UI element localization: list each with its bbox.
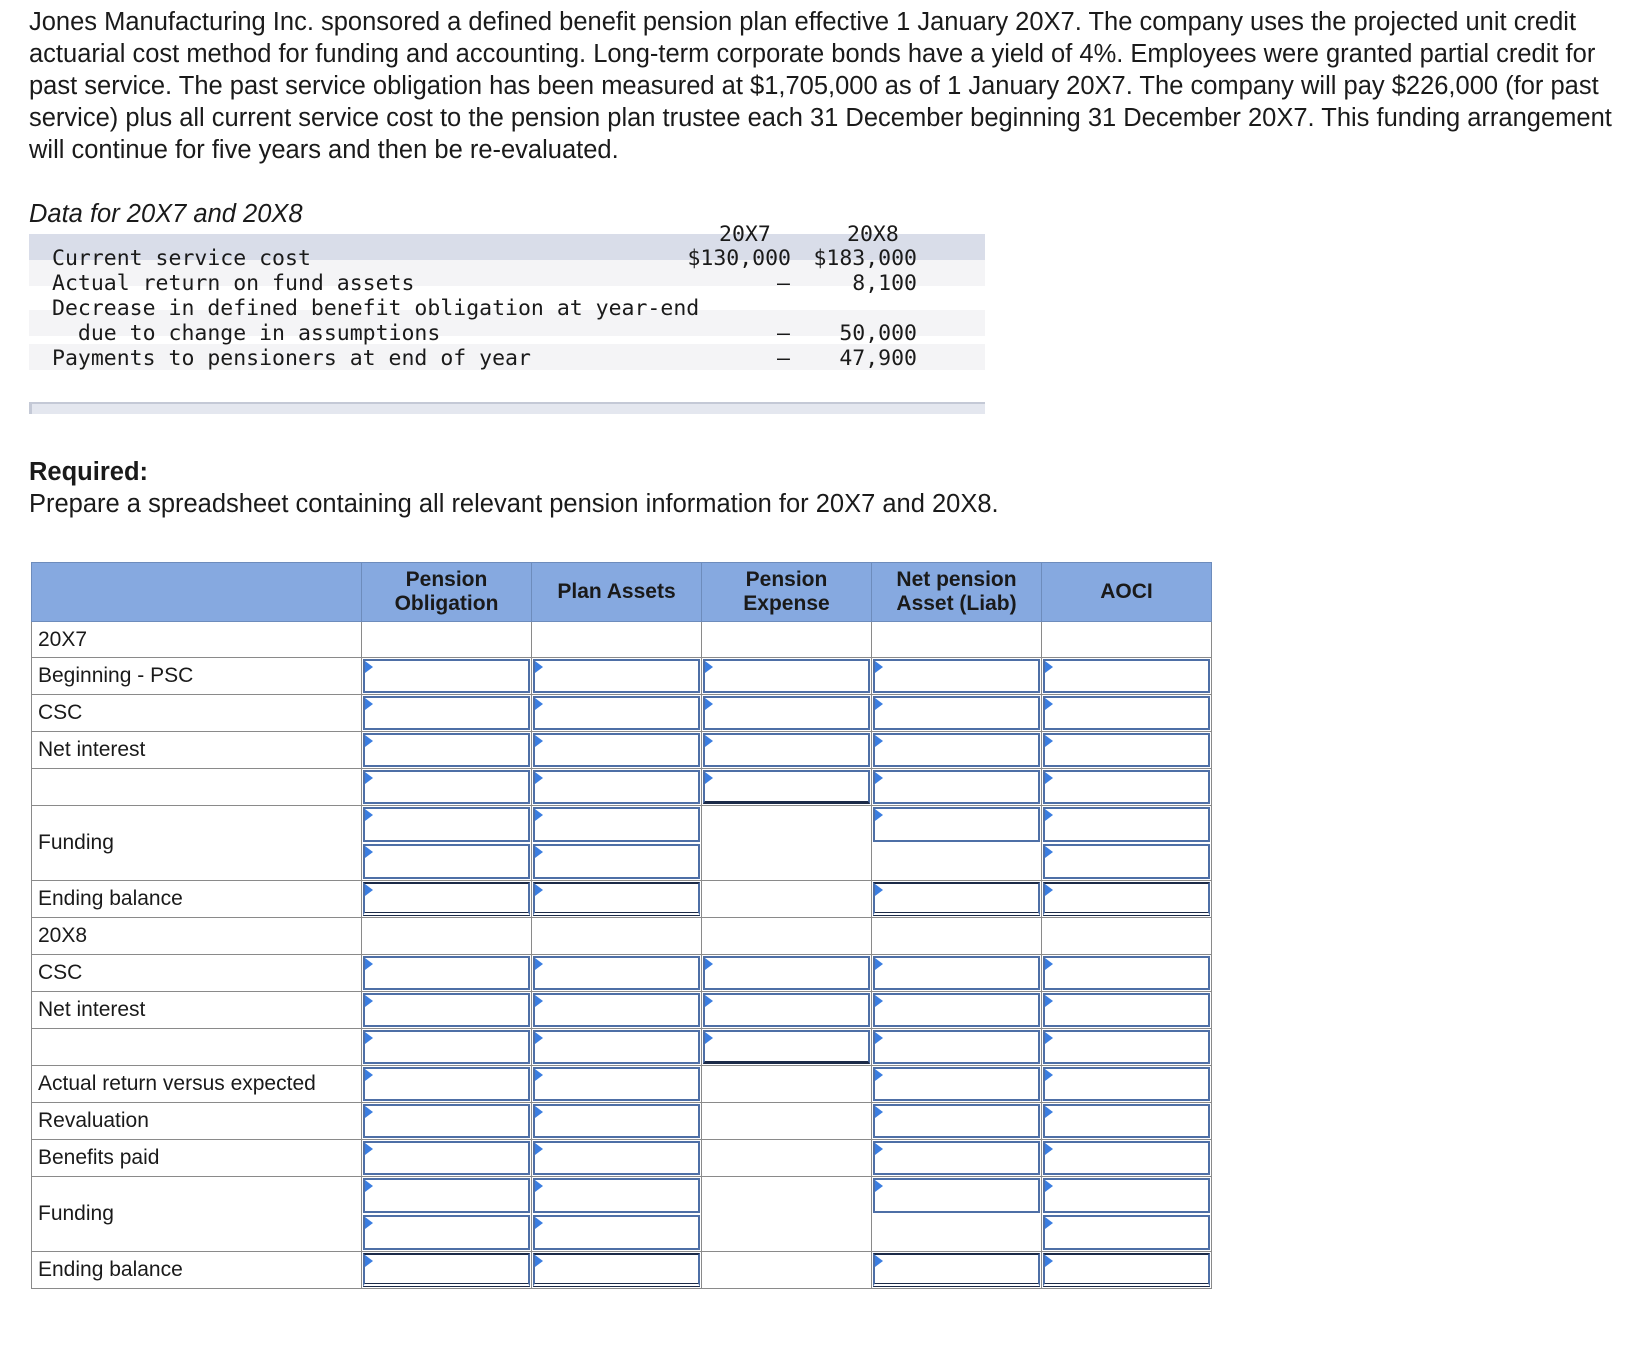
cell-plan-assets bbox=[532, 622, 702, 658]
answer-input-pension-obligation[interactable] bbox=[363, 1104, 530, 1138]
answer-input-plan-assets[interactable] bbox=[533, 844, 700, 879]
cell-net-pension-asset bbox=[872, 769, 1042, 806]
cell-net-pension-asset bbox=[872, 806, 1042, 881]
data-row-value-20x8: 47,900 bbox=[839, 346, 917, 371]
row-label: Ending balance bbox=[32, 1252, 362, 1289]
answer-input-pension-expense[interactable] bbox=[703, 993, 870, 1027]
cell-aoci bbox=[1042, 955, 1212, 992]
cell-pension-obligation bbox=[362, 1252, 532, 1289]
cell-pension-expense bbox=[702, 622, 872, 658]
answer-input-aoci[interactable] bbox=[1043, 844, 1210, 879]
cell-pension-expense bbox=[702, 658, 872, 695]
cell-net-pension-asset bbox=[872, 732, 1042, 769]
pension-worksheet bbox=[31, 562, 1212, 1289]
cell-plan-assets bbox=[532, 695, 702, 732]
worksheet-row bbox=[32, 658, 1212, 695]
cell-aoci bbox=[1042, 732, 1212, 769]
cell-pension-obligation bbox=[362, 769, 532, 806]
answer-input-plan-assets[interactable] bbox=[533, 733, 700, 767]
cell-pension-expense bbox=[702, 1103, 872, 1140]
worksheet-row bbox=[32, 1103, 1212, 1140]
header-aoci: AOCI bbox=[1042, 563, 1212, 622]
cell-plan-assets bbox=[532, 992, 702, 1029]
header-label-column bbox=[32, 563, 362, 622]
answer-input-aoci[interactable] bbox=[1043, 1253, 1210, 1287]
answer-input-plan-assets[interactable] bbox=[533, 1178, 700, 1213]
data-row-label: Actual return on fund assets bbox=[52, 271, 415, 296]
data-col-20x7: 20X7 bbox=[719, 222, 771, 247]
worksheet-row bbox=[32, 955, 1212, 992]
cell-aoci bbox=[1042, 1029, 1212, 1066]
answer-input-pension-expense[interactable] bbox=[703, 733, 870, 767]
cell-plan-assets bbox=[532, 769, 702, 806]
row-label bbox=[32, 769, 362, 806]
answer-input-net-pension-asset[interactable] bbox=[873, 1141, 1040, 1175]
data-row-value-20x8: $183,000 bbox=[813, 246, 917, 271]
cell-net-pension-asset bbox=[872, 1103, 1042, 1140]
data-table bbox=[29, 222, 985, 415]
row-label: 20X8 bbox=[32, 918, 362, 955]
worksheet-row bbox=[32, 1029, 1212, 1066]
answer-input-net-pension-asset[interactable] bbox=[873, 696, 1040, 730]
data-row-label: Current service cost bbox=[52, 246, 311, 271]
answer-input-net-pension-asset[interactable] bbox=[873, 770, 1040, 804]
answer-input-aoci[interactable] bbox=[1043, 1215, 1210, 1250]
answer-input-pension-obligation[interactable] bbox=[363, 770, 530, 804]
row-label: Funding bbox=[32, 806, 362, 881]
cell-aoci bbox=[1042, 1252, 1212, 1289]
answer-input-pension-obligation[interactable] bbox=[363, 882, 530, 916]
cell-net-pension-asset bbox=[872, 1252, 1042, 1289]
cell-plan-assets bbox=[532, 732, 702, 769]
answer-input-pension-obligation[interactable] bbox=[363, 807, 530, 842]
answer-input-net-pension-asset[interactable] bbox=[873, 1030, 1040, 1064]
answer-input-aoci[interactable] bbox=[1043, 882, 1210, 916]
worksheet-row bbox=[32, 622, 1212, 658]
cell-aoci bbox=[1042, 658, 1212, 695]
worksheet-row bbox=[32, 992, 1212, 1029]
answer-input-plan-assets[interactable] bbox=[533, 882, 700, 916]
cell-net-pension-asset bbox=[872, 1177, 1042, 1252]
cell-pension-obligation bbox=[362, 806, 532, 881]
cell-pension-expense bbox=[702, 1252, 872, 1289]
worksheet-row bbox=[32, 695, 1212, 732]
cell-plan-assets bbox=[532, 1177, 702, 1252]
answer-input-aoci[interactable] bbox=[1043, 1067, 1210, 1101]
answer-input-net-pension-asset[interactable] bbox=[873, 993, 1040, 1027]
cell-pension-obligation bbox=[362, 1103, 532, 1140]
answer-input-pension-obligation[interactable] bbox=[363, 1067, 530, 1101]
cell-pension-expense bbox=[702, 918, 872, 955]
answer-input-plan-assets[interactable] bbox=[533, 770, 700, 804]
worksheet-row bbox=[32, 1252, 1212, 1289]
answer-input-pension-expense[interactable] bbox=[703, 1030, 870, 1064]
answer-input-plan-assets[interactable] bbox=[533, 1141, 700, 1175]
cell-pension-obligation bbox=[362, 695, 532, 732]
row-label: 20X7 bbox=[32, 622, 362, 658]
cell-plan-assets bbox=[532, 806, 702, 881]
answer-input-net-pension-asset[interactable] bbox=[873, 733, 1040, 767]
worksheet-row bbox=[32, 1177, 1212, 1252]
cell-pension-expense bbox=[702, 1177, 872, 1252]
data-caption: Data for 20X7 and 20X8 bbox=[29, 200, 303, 228]
worksheet-header-row bbox=[32, 563, 1212, 622]
worksheet-row bbox=[32, 1066, 1212, 1103]
answer-input-plan-assets[interactable] bbox=[533, 1067, 700, 1101]
cell-pension-obligation bbox=[362, 955, 532, 992]
answer-input-aoci[interactable] bbox=[1043, 1141, 1210, 1175]
answer-input-pension-obligation[interactable] bbox=[363, 844, 530, 879]
row-label: Funding bbox=[32, 1177, 362, 1252]
answer-input-aoci[interactable] bbox=[1043, 1104, 1210, 1138]
cell-pension-expense bbox=[702, 806, 872, 881]
cell-pension-expense bbox=[702, 1140, 872, 1177]
cell-net-pension-asset bbox=[872, 1066, 1042, 1103]
worksheet-row bbox=[32, 806, 1212, 881]
cell-aoci bbox=[1042, 1066, 1212, 1103]
answer-input-pension-obligation[interactable] bbox=[363, 1178, 530, 1213]
cell-pension-obligation bbox=[362, 1029, 532, 1066]
cell-plan-assets bbox=[532, 658, 702, 695]
answer-input-plan-assets[interactable] bbox=[533, 807, 700, 842]
answer-input-aoci[interactable] bbox=[1043, 807, 1210, 842]
row-label: Actual return versus expected bbox=[32, 1066, 362, 1103]
row-label: CSC bbox=[32, 955, 362, 992]
answer-input-pension-expense[interactable] bbox=[703, 659, 870, 693]
required-text: Prepare a spreadsheet containing all relevant pension information for 20X7 and 20X8. bbox=[29, 490, 999, 518]
answer-input-net-pension-asset[interactable] bbox=[873, 956, 1040, 990]
data-row-label: Decrease in defined benefit obligation at year-end bbox=[52, 296, 700, 321]
cell-pension-expense bbox=[702, 881, 872, 918]
row-label: Ending balance bbox=[32, 881, 362, 918]
cell-aoci bbox=[1042, 918, 1212, 955]
answer-input-aoci[interactable] bbox=[1043, 696, 1210, 730]
cell-aoci bbox=[1042, 1140, 1212, 1177]
answer-input-plan-assets[interactable] bbox=[533, 1215, 700, 1250]
cell-pension-expense bbox=[702, 1029, 872, 1066]
answer-input-net-pension-asset[interactable] bbox=[873, 1253, 1040, 1287]
answer-input-aoci[interactable] bbox=[1043, 659, 1210, 693]
cell-plan-assets bbox=[532, 1029, 702, 1066]
cell-pension-obligation bbox=[362, 732, 532, 769]
cell-pension-expense bbox=[702, 955, 872, 992]
worksheet-row bbox=[32, 769, 1212, 806]
cell-pension-expense bbox=[702, 1066, 872, 1103]
cell-pension-obligation bbox=[362, 1066, 532, 1103]
row-label: Beginning - PSC bbox=[32, 658, 362, 695]
answer-input-aoci[interactable] bbox=[1043, 733, 1210, 767]
cell-aoci bbox=[1042, 1103, 1212, 1140]
cell-pension-expense bbox=[702, 695, 872, 732]
answer-input-net-pension-asset[interactable] bbox=[873, 659, 1040, 693]
answer-input-pension-obligation[interactable] bbox=[363, 1030, 530, 1064]
cell-pension-obligation bbox=[362, 658, 532, 695]
cell-aoci bbox=[1042, 695, 1212, 732]
cell-pension-expense bbox=[702, 732, 872, 769]
answer-input-aoci[interactable] bbox=[1043, 993, 1210, 1027]
cell-aoci bbox=[1042, 1177, 1212, 1252]
required-heading: Required: bbox=[29, 458, 149, 486]
cell-pension-obligation bbox=[362, 881, 532, 918]
answer-input-net-pension-asset[interactable] bbox=[873, 1067, 1040, 1101]
answer-input-aoci[interactable] bbox=[1043, 1178, 1210, 1213]
cell-net-pension-asset bbox=[872, 992, 1042, 1029]
answer-input-plan-assets[interactable] bbox=[533, 1253, 700, 1287]
cell-aoci bbox=[1042, 806, 1212, 881]
answer-input-pension-expense[interactable] bbox=[703, 770, 870, 804]
cell-net-pension-asset bbox=[872, 918, 1042, 955]
answer-input-pension-obligation[interactable] bbox=[363, 659, 530, 693]
answer-input-plan-assets[interactable] bbox=[533, 659, 700, 693]
answer-input-pension-obligation[interactable] bbox=[363, 733, 530, 767]
row-label: Benefits paid bbox=[32, 1140, 362, 1177]
cell-plan-assets bbox=[532, 1140, 702, 1177]
header-pension-obligation: Pension Obligation bbox=[362, 563, 532, 622]
answer-input-plan-assets[interactable] bbox=[533, 993, 700, 1027]
cell-pension-obligation bbox=[362, 622, 532, 658]
worksheet-row bbox=[32, 1140, 1212, 1177]
answer-input-pension-obligation[interactable] bbox=[363, 956, 530, 990]
row-label: Net interest bbox=[32, 732, 362, 769]
answer-input-pension-expense[interactable] bbox=[703, 696, 870, 730]
answer-input-aoci[interactable] bbox=[1043, 1030, 1210, 1064]
cell-pension-expense bbox=[702, 992, 872, 1029]
data-row-value-20x7: $130,000 bbox=[687, 246, 791, 271]
answer-input-pension-obligation[interactable] bbox=[363, 1253, 530, 1287]
cell-aoci bbox=[1042, 622, 1212, 658]
cell-plan-assets bbox=[532, 1066, 702, 1103]
answer-input-pension-obligation[interactable] bbox=[363, 1215, 530, 1250]
cell-pension-expense bbox=[702, 769, 872, 806]
cell-plan-assets bbox=[532, 918, 702, 955]
row-label: Revaluation bbox=[32, 1103, 362, 1140]
data-row-value-20x7: – bbox=[777, 271, 790, 296]
answer-input-net-pension-asset[interactable] bbox=[873, 1104, 1040, 1138]
cell-net-pension-asset bbox=[872, 1029, 1042, 1066]
header-net-pension-asset: Net pension Asset (Liab) bbox=[872, 563, 1042, 622]
answer-input-plan-assets[interactable] bbox=[533, 1104, 700, 1138]
data-table-bottom-rule bbox=[29, 402, 985, 414]
row-label: Net interest bbox=[32, 992, 362, 1029]
cell-net-pension-asset bbox=[872, 695, 1042, 732]
answer-input-pension-expense[interactable] bbox=[703, 956, 870, 990]
header-pension-expense: Pension Expense bbox=[702, 563, 872, 622]
row-label bbox=[32, 1029, 362, 1066]
cell-net-pension-asset bbox=[872, 658, 1042, 695]
data-row-value-20x8: 8,100 bbox=[852, 271, 917, 296]
worksheet-row bbox=[32, 881, 1212, 918]
data-row-label: Payments to pensioners at end of year bbox=[52, 346, 531, 371]
cell-pension-obligation bbox=[362, 918, 532, 955]
cell-pension-obligation bbox=[362, 1177, 532, 1252]
answer-input-net-pension-asset[interactable] bbox=[873, 807, 1040, 842]
data-col-20x8: 20X8 bbox=[847, 222, 899, 247]
cell-pension-obligation bbox=[362, 1140, 532, 1177]
data-row-value-20x8: 50,000 bbox=[839, 321, 917, 346]
answer-input-plan-assets[interactable] bbox=[533, 1030, 700, 1064]
cell-plan-assets bbox=[532, 1252, 702, 1289]
cell-net-pension-asset bbox=[872, 622, 1042, 658]
answer-input-pension-obligation[interactable] bbox=[363, 993, 530, 1027]
worksheet-row bbox=[32, 732, 1212, 769]
cell-pension-obligation bbox=[362, 992, 532, 1029]
answer-input-net-pension-asset[interactable] bbox=[873, 882, 1040, 916]
header-plan-assets: Plan Assets bbox=[532, 563, 702, 622]
data-row-label-continued: due to change in assumptions bbox=[52, 321, 441, 346]
cell-net-pension-asset bbox=[872, 881, 1042, 918]
data-row-value-20x7: – bbox=[777, 346, 790, 371]
answer-input-plan-assets[interactable] bbox=[533, 696, 700, 730]
cell-plan-assets bbox=[532, 955, 702, 992]
answer-input-pension-obligation[interactable] bbox=[363, 1141, 530, 1175]
answer-input-plan-assets[interactable] bbox=[533, 956, 700, 990]
cell-net-pension-asset bbox=[872, 955, 1042, 992]
row-label: CSC bbox=[32, 695, 362, 732]
data-row-value-20x7: – bbox=[777, 321, 790, 346]
answer-input-net-pension-asset[interactable] bbox=[873, 1178, 1040, 1213]
worksheet-row bbox=[32, 918, 1212, 955]
cell-net-pension-asset bbox=[872, 1140, 1042, 1177]
answer-input-aoci[interactable] bbox=[1043, 956, 1210, 990]
cell-aoci bbox=[1042, 992, 1212, 1029]
cell-aoci bbox=[1042, 881, 1212, 918]
cell-aoci bbox=[1042, 769, 1212, 806]
cell-plan-assets bbox=[532, 1103, 702, 1140]
problem-intro: Jones Manufacturing Inc. sponsored a defined benefit pension plan effective 1 January 20X7. The company uses the projected unit credit actuarial cost method for funding and accounting. Long-term corporate bonds have a yield of 4%. Employees were granted partial credit for past service. The past service obligation has been measured at $1,705,000 as of 1 January 20X7. The company will pay $226,000 (for past service) plus all current service cost to the pension plan trustee each 31 December beginning 31 December 20X7. This funding arrangement will continue for five years and then be re-evaluated. bbox=[29, 8, 1612, 164]
answer-input-pension-obligation[interactable] bbox=[363, 696, 530, 730]
answer-input-aoci[interactable] bbox=[1043, 770, 1210, 804]
cell-plan-assets bbox=[532, 881, 702, 918]
